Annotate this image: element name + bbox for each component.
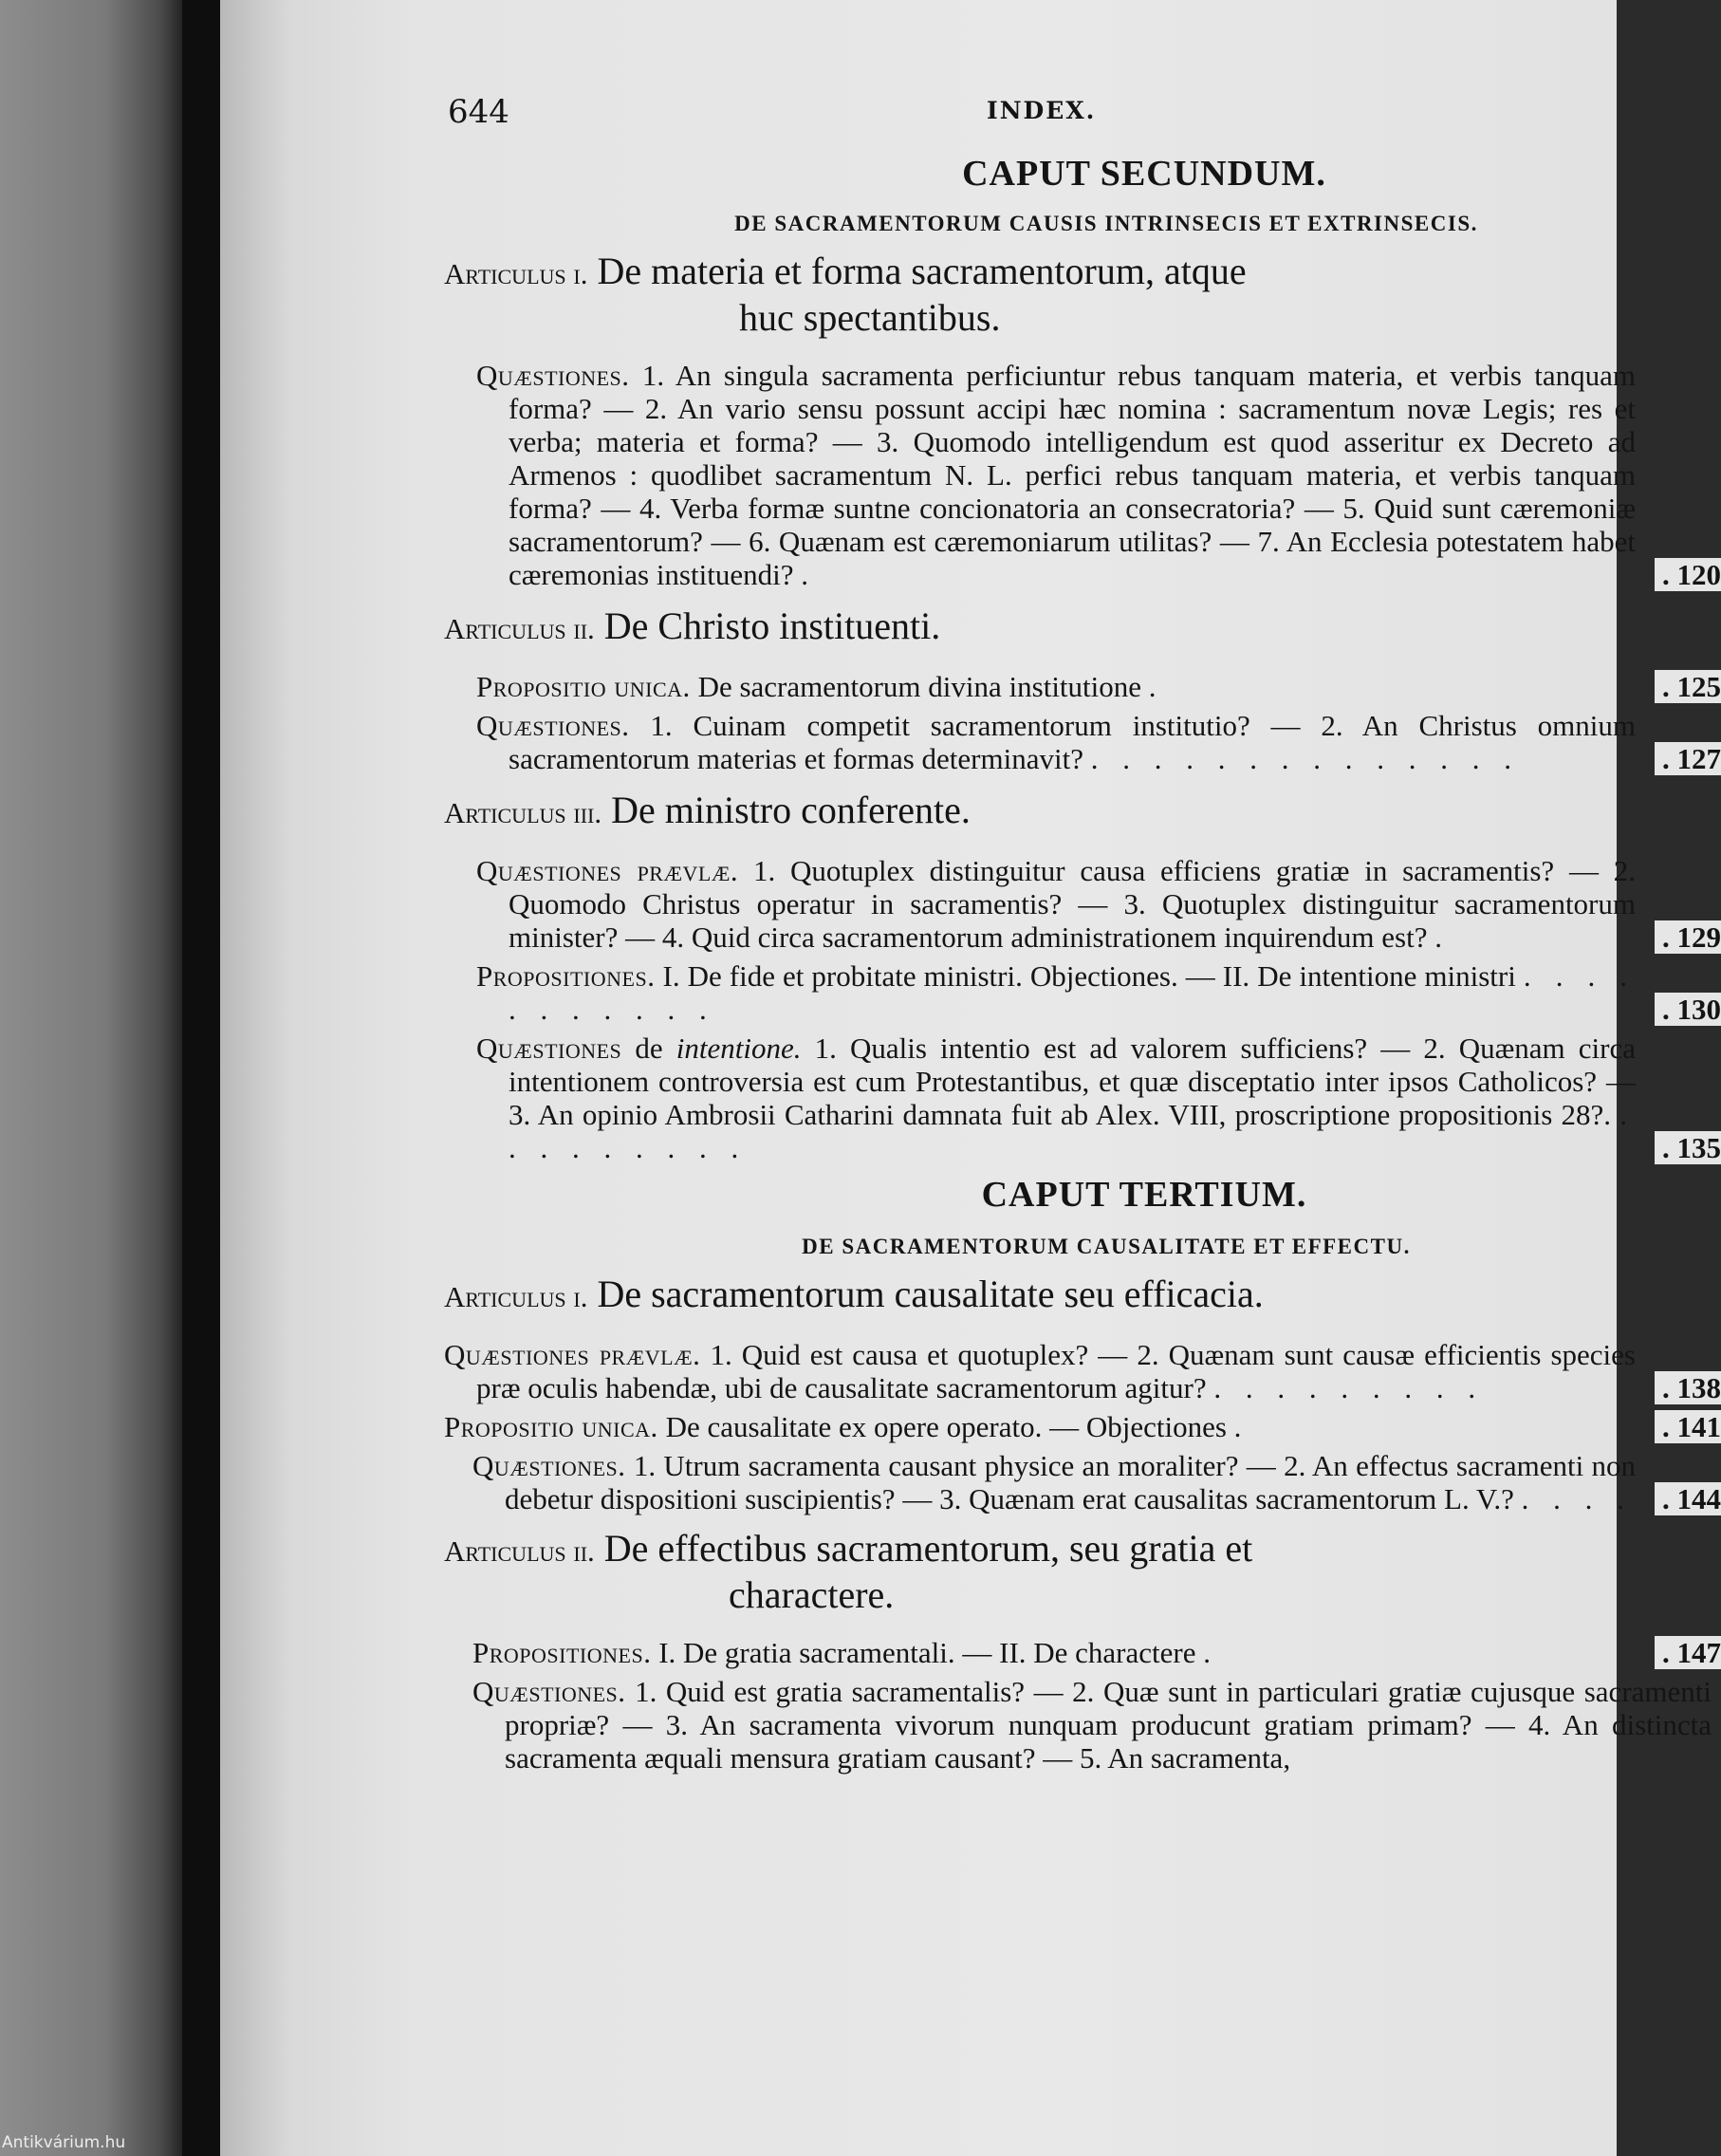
entry-lead: Quæstiones.: [476, 359, 630, 392]
entry-text: De sacramentorum divina institutione .: [697, 670, 1157, 703]
article-title-cont: charactere.: [729, 1573, 895, 1616]
page-ref: . 127: [1655, 742, 1721, 775]
index-content: [444, 147, 1721, 1780]
entry-word: de: [635, 1032, 663, 1065]
index-entry: [472, 1449, 1721, 1515]
page-ref: . 125: [1655, 670, 1721, 703]
article-label: Articulus ii.: [444, 1534, 595, 1568]
entry-lead: Propositio unica.: [476, 670, 691, 703]
entry-lead: Propositiones.: [476, 959, 656, 993]
index-entry: [476, 709, 1721, 775]
page-ref: . 130: [1655, 993, 1721, 1026]
article-title: De Christo instituenti.: [603, 604, 941, 647]
entry-text: 1. Quotuplex distinguitur causa efficiens gratiæ in sacramentis? — 2. Quomodo Christus operatur in sacramentis? — 3. Quotuplex distinguitur sacramentorum minister? — 4. Quid circa sacramentorum administrationem inquirendum est? .: [509, 854, 1636, 954]
entry-lead: Quæstiones.: [472, 1449, 626, 1482]
entry-lead: Quæstiones: [476, 1032, 622, 1065]
index-entry: [444, 1338, 1721, 1404]
article-label: Articulus iii.: [444, 796, 602, 829]
entry-lead: Quæstiones.: [472, 1675, 626, 1708]
article-heading: [444, 1273, 1721, 1319]
chapter-subtitle: DE SACRAMENTORUM CAUSIS INTRINSECIS ET EXTRINSECIS.: [734, 212, 1478, 235]
watermark: Antikvárium.hu: [2, 2133, 126, 2152]
entry-text: De causalitate ex opere operato. — Objectiones .: [665, 1410, 1242, 1443]
entry-text: 1. Cuinam competit sacramentorum institutio? — 2. An Christus omnium sacramentorum materias et formas determinavit?: [509, 709, 1636, 775]
page-ref: . 147: [1655, 1636, 1721, 1669]
entry-lead: Quæstiones.: [476, 709, 630, 742]
leader-dots: . . . . . . . . .: [509, 1098, 1636, 1164]
entry-text: I. De fide et probitate ministri. Objectiones. — II. De intentione ministri: [662, 959, 1516, 993]
index-entry: [476, 1032, 1721, 1164]
page-ref: . 120: [1655, 558, 1721, 591]
page-ref: . 135: [1655, 1131, 1721, 1164]
index-entry: [476, 359, 1721, 591]
article-title: De effectibus sacramentorum, seu gratia et: [603, 1527, 1253, 1570]
chapter-subtitle: DE SACRAMENTORUM CAUSALITATE ET EFFECTU.: [802, 1235, 1411, 1258]
entry-lead: Propositio unica.: [444, 1410, 658, 1443]
article-heading: [444, 789, 1721, 835]
entry-lead: Quæstiones prævlæ.: [444, 1338, 701, 1371]
entry-text: 1. Quid est gratia sacramentalis? — 2. Quæ sunt in particulari gratiæ cujusque sacramenti propriæ? — 3. An sacramenta vivorum nunquam producunt gratiam primam? — 4. An distincta sacramenta æquali mensura gratiam causant? — 5. An sacramenta,: [505, 1675, 1712, 1775]
article-title: De materia et forma sacramentorum, atque: [597, 250, 1247, 292]
leader-dots: . . . . . . . . . . .: [509, 959, 1637, 1026]
article-heading: [444, 250, 1721, 340]
chapter-title: CAPUT TERTIUM.: [981, 1175, 1307, 1215]
entry-lead: Propositiones.: [472, 1636, 652, 1669]
entry-text: 1. Quid est causa et quotuplex? — 2. Quænam sunt causæ efficientis species præ oculis habendæ, ubi de causalitate sacramentorum agitur?: [476, 1338, 1636, 1404]
article-title: De sacramentorum causalitate seu efficacia.: [597, 1273, 1264, 1315]
entry-text: I. De gratia sacramentali. — II. De charactere .: [658, 1636, 1211, 1669]
page-number: 644: [448, 93, 509, 131]
book-spine-shadow: [0, 0, 190, 2156]
entry-text: 1. Qualis intentio est ad valorem sufficiens? — 2. Quænam circa intentionem controversia est cum Protestantibus, et quæ disceptatio inter ipsos Catholicos? — 3. An opinio Ambrosii Catharini damnata fuit ab Alex. VIII, proscriptione propositionis 28?.: [509, 1032, 1636, 1131]
article-label: Articulus i.: [444, 1280, 588, 1313]
entry-italic: intentione.: [675, 1032, 802, 1065]
leader-dots: . . . .: [1521, 1482, 1633, 1515]
article-title-cont: huc spectantibus.: [739, 296, 1001, 339]
page-header: [220, 93, 1617, 140]
page-ref: . 129: [1655, 920, 1721, 954]
article-heading: [444, 604, 1721, 651]
index-entry: [476, 670, 1721, 703]
leader-dots: . . . . . . . . .: [1213, 1371, 1485, 1404]
article-label: Articulus ii.: [444, 612, 595, 645]
running-head: INDEX.: [987, 97, 1097, 124]
article-heading: [444, 1527, 1721, 1617]
chapter-title: CAPUT SECUNDUM.: [962, 154, 1326, 194]
article-label: Articulus i.: [444, 257, 588, 290]
index-entry: [476, 959, 1721, 1026]
page-ref: . 138: [1655, 1371, 1721, 1404]
entry-lead: Quæstiones prævlæ.: [476, 854, 739, 887]
index-entry: [476, 854, 1721, 954]
book-page: [220, 0, 1721, 2156]
entry-text: 1. Utrum sacramenta causant physice an moraliter? — 2. An effectus sacramenti non debetur dispositioni suscipientis? — 3. Quænam erat causalitas sacramentorum L. V.?: [505, 1449, 1636, 1515]
index-entry: [472, 1636, 1721, 1669]
index-entry: [444, 1410, 1721, 1443]
entry-text: 1. An singula sacramenta perficiuntur rebus tanquam materia, et verbis tanquam forma? — 2. An vario sensu possunt accipi hæc nomina : sacramentum novæ Legis; res et verba; materia et forma? — 3. Quomodo intelligendum est quod asseritur ex Decreto ad Armenos : quodlibet sacramentum N. L. perfici rebus tanquam materia, et verbis tanquam forma? — 4. Verba formæ suntne concionatoria an consecratoria? — 5. Quid sunt cæremoniæ sacramentorum? — 6. Quænam est cæremoniarum utilitas? — 7. An Ecclesia potestatem habet cæremonias instituendi? .: [509, 359, 1637, 591]
article-title: De ministro conferente.: [611, 789, 971, 831]
index-entry: [472, 1675, 1721, 1775]
leader-dots: . . . . . . . . . . . . . .: [1090, 742, 1520, 775]
page-ref: . 144: [1655, 1482, 1721, 1515]
page-ref: . 141: [1655, 1410, 1721, 1443]
